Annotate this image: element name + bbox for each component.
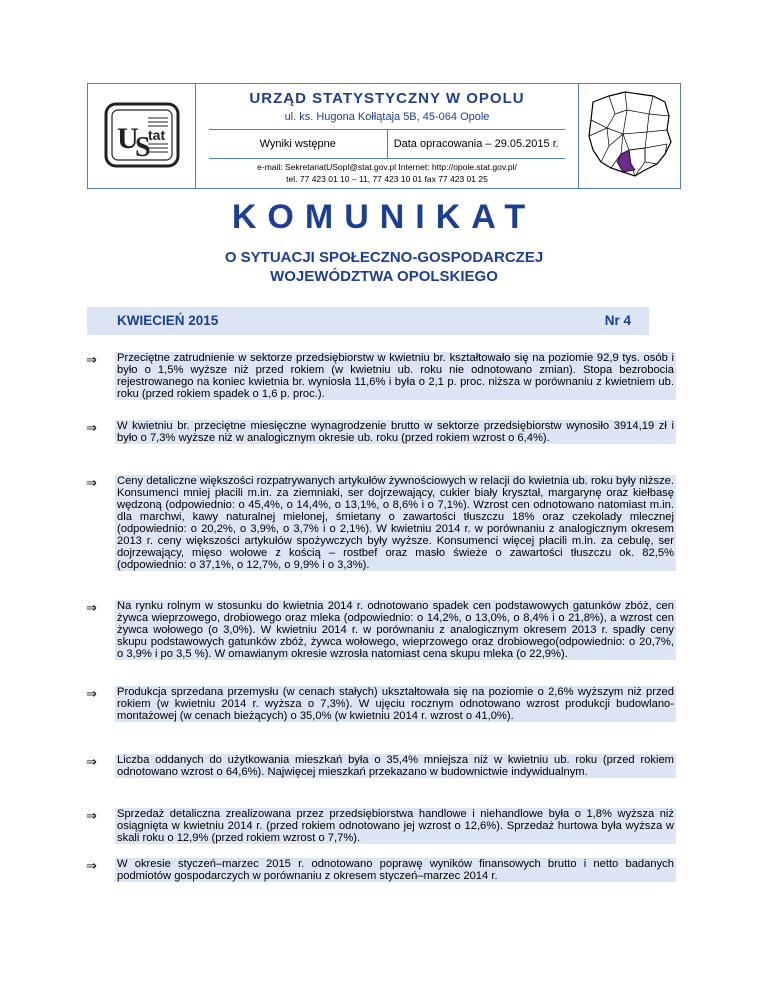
- list-item: [86, 858, 676, 882]
- header-center: [197, 84, 577, 188]
- list-item: [86, 686, 676, 722]
- arrow-right-icon: ⇒: [86, 808, 97, 823]
- item-text: Sprzedaż detaliczna zrealizowana przez przedsiębiorstwa handlowe i niehandlowe była o 1,8% wyższa niż osiągnięta w kwietniu 2014 r. (przed rokiem odnotowano jej wzrost o 12,6%). Sprzedaż hurtowa była wyższa w skali roku o 12,9% (przed rokiem wzrost o 7,7%).: [117, 808, 674, 844]
- item-text: W kwietniu br. przeciętne miesięczne wynagrodzenie brutto w sektorze przedsiębiorstw wynosiło 3914,19 zł i było o 7,3% wyższe niż w analogicznym okresie ub. roku (przed rokiem wzrost o 6,4%).: [117, 420, 674, 444]
- svg-text:S: S: [135, 132, 151, 163]
- svg-text:tat: tat: [148, 127, 166, 143]
- office-name: URZĄD STATYSTYCZNY W OPOLU: [249, 90, 525, 107]
- item-text: Liczba oddanych do użytkowania mieszkań była o 35,4% mniejsza niż w kwietniu ub. roku (przed rokiem odnotowano wzrost o 64,6%). Najwięcej mieszkań przekazano w budownictwie indywidualnym.: [117, 754, 674, 778]
- office-address: ul. ks. Hugona Kołłątaja 5B, 45-064 Opole: [284, 111, 490, 123]
- arrow-right-icon: ⇒: [86, 420, 97, 435]
- arrow-right-icon: ⇒: [86, 352, 97, 367]
- arrow-right-icon: ⇒: [86, 600, 97, 615]
- item-text: Przeciętne zatrudnienie w sektorze przedsiębiorstw w kwietniu br. kształtowało się na poziomie 92,9 tys. osób i było o 1,5% wyższe niż przed rokiem (w kwietniu ub. roku nie odnotowano zmian). Stopa bezrobocia rejestrowanego na koniec kwietnia br. wyniosła 11,6% i była o 2,1 p. proc. niższa w porównaniu z kwietniem ub. roku (przed rokiem spadek o 1,6 p. proc.).: [117, 352, 674, 400]
- contact-email-web: e-mail: SekretariatUSopl@stat.gov.pl Internet: http://opole.stat.gov.pl/: [257, 162, 517, 172]
- issue-bar: [87, 307, 649, 335]
- list-item: [86, 352, 676, 400]
- header-info-row: [209, 129, 565, 159]
- item-text: Ceny detaliczne większości rozpatrywanych artykułów żywnościowych w relacji do kwietnia ub. roku były niższe. Konsumenci mniej płacili m.in. za ziemniaki, ser dojrzewający, cukier biały kryształ, margarynę oraz kiełbasę wędzoną (odpowiednio: o 45,4%, o 14,4%, o 13,1%, o 8,6% i o 7,1%). Wzrost cen odnotowano natomiast m.in. dla marchwi, kawy naturalnej mielonej, śmietany o zawartości tłuszczu 18% oraz czekolady mlecznej (odpowiednio: o 20,2%, o 3,9%, o 3,7% i o 2,1%). W kwietniu 2014 r. w porównaniu z analogicznym okresem 2013 r. ceny większości artykułów spożywczych były wyższe. Konsumenci więcej płacili m.in. za cebulę, ser dojrzewający, mięso wołowe z kością – rostbef oraz masło świeże o zawartości tłuszczu ok. 82,5% (odpowiednio: o 37,1%, o 12,7%, o 9,9% i o 3,3%).: [117, 475, 674, 571]
- arrow-right-icon: ⇒: [86, 686, 97, 701]
- us-stat-logo: [88, 84, 194, 186]
- subtitle-line-2: WOJEWÓDZTWA OPOLSKIEGO: [270, 268, 498, 285]
- subtitle-line-1: O SYTUACJI SPOŁECZNO-GOSPODARCZEJ: [224, 249, 544, 266]
- map-cell: [578, 84, 680, 188]
- contact-phone-fax: tel. 77 423 01 10 – 11, 77 423 10 01 fax 77 423 01 25: [286, 174, 488, 184]
- list-item: [86, 420, 676, 444]
- list-item: [86, 475, 676, 571]
- item-text: W okresie styczeń–marzec 2015 r. odnotowano poprawę wyników finansowych brutto i netto badanych podmiotów gospodarczych w porównaniu z okresem styczeń–marzec 2014 r.: [117, 858, 674, 882]
- issue-number: Nr 4: [604, 313, 631, 328]
- item-text: Na rynku rolnym w stosunku do kwietnia 2014 r. odnotowano spadek cen podstawowych gatunków zbóż, cen żywca wieprzowego, drobiowego oraz mleka (odpowiednio: o 14,2%, o 13,0%, o 8,4% i o 21,8%), a wzrost cen żywca wołowego (o 3,0%). W kwietniu 2014 r. w porównaniu z analogicznym okresem 2013 r. spadły ceny skupu podstawowych gatunków zbóż, żywca wołowego, wieprzowego oraz drobiowego(odpowiednio: o 20,7%, o 3,9% i po 3,5 %). W omawianym okresie wzrosła natomiast cena skupu mleka (o 22,9%).: [117, 600, 674, 660]
- preliminary-label: Wyniki wstępne: [209, 130, 388, 158]
- svg-text:U: U: [117, 122, 139, 155]
- list-item: [86, 808, 676, 844]
- list-item: [86, 600, 676, 660]
- list-item: [86, 754, 676, 778]
- arrow-right-icon: ⇒: [86, 858, 97, 873]
- item-text: Produkcja sprzedana przemysłu (w cenach stałych) ukształtowała się na poziomie o 2,6% wyższym niż przed rokiem (w kwietniu 2014 r. wyższa o 7,3%). W ujęciu rocznym odnotowano wzrost produkcji budowlano-montażowej (w cenach bieżących) o 35,0% (w kwietniu 2014 r. wzrost o 41,0%).: [117, 686, 674, 722]
- logo-cell: [88, 84, 196, 188]
- publication-date: Data opracowania – 29.05.2015 r.: [393, 138, 559, 150]
- page-title: KOMUNIKAT: [231, 198, 537, 236]
- issue-month: KWIECIEŃ 2015: [117, 313, 219, 328]
- poland-map-icon: [579, 84, 679, 186]
- arrow-right-icon: ⇒: [86, 475, 97, 490]
- arrow-right-icon: ⇒: [86, 754, 97, 769]
